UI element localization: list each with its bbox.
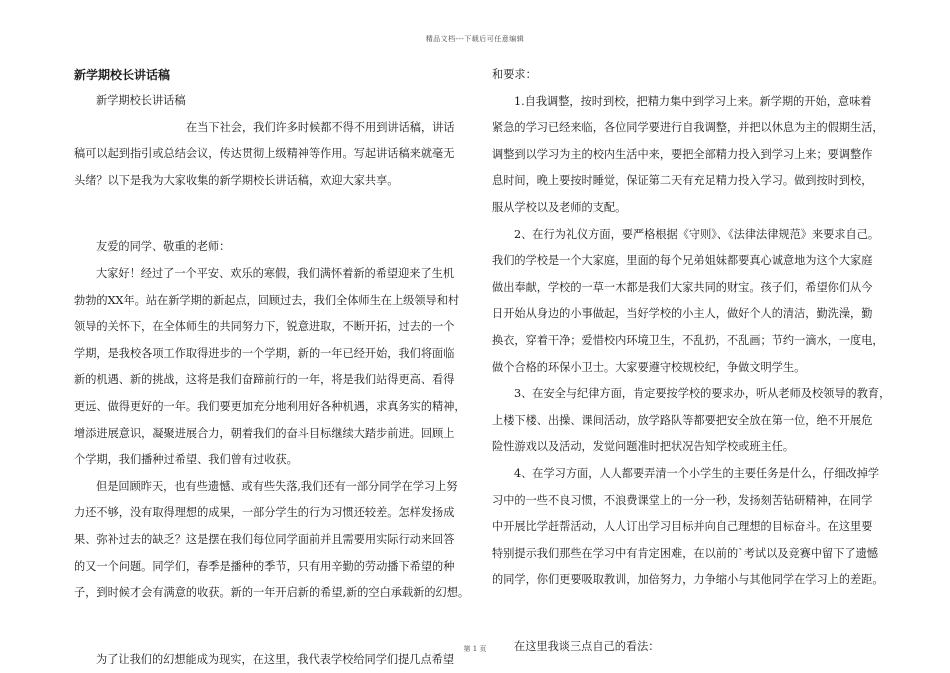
para1-line: 个学期，我们播种过希望、我们曾有过收获。 <box>74 453 298 467</box>
left-column <box>74 62 469 673</box>
item2-line: 日开始从身边的小事做起，当好学校的小主人，做好个人的清洁，勤洗澡，勤 <box>492 307 873 321</box>
item2-line: 换衣，穿着干净；爱惜校内环境卫生，不乱扔，不乱画；节约一滴水，一度电， <box>492 333 884 347</box>
item4-line: 习中的一些不良习惯，不浪费课堂上的一分一秒，发扬刻苦钻研精神，在同学 <box>492 493 873 507</box>
para1-line: 新的机遇、新的挑战，这将是我们奋蹄前行的一年，将是我们站得更高、看得 <box>74 373 455 387</box>
item4-line: 中开展比学赶帮活动，人人订出学习目标并向自己理想的目标奋斗。在这里要 <box>492 520 873 534</box>
right-column <box>492 62 891 660</box>
para1-line: 学期，是我校各项工作取得进步的一个学期，新的一年已经开始，我们将面临 <box>74 346 455 360</box>
continuation-line: 和要求： <box>492 68 537 81</box>
para1-line: 领导的关怀下，在全体师生的共同努力下，锐意进取，不断开拓，过去的一个 <box>74 320 455 334</box>
item1-line: 1.自我调整，按时到校，把精力集中到学习上来。新学期的开始，意味着 <box>514 94 872 108</box>
subtitle: 新学期校长讲话稿 <box>96 94 186 107</box>
item2-line: 我们的学校是一个大家庭，里面的每个兄弟姐妹都要真心诚意地为这个大家庭 <box>492 254 873 268</box>
para1-line: 更远、做得更好的一年。我们要更加充分地利用好各种机遇，求真务实的精神， <box>74 399 466 413</box>
closing-line: 在这里我谈三点自己的看法： <box>514 639 660 653</box>
item4-line: 4、在学习方面，人人都要弄清一个小学生的主要任务是什么，仔细改掉学 <box>514 466 880 480</box>
para2-line: 子，到时候才会有满意的收获。新的一年开启新的希望,新的空白承载新的幻想。 <box>74 586 470 600</box>
item2-line: 做个合格的环保小卫士。大家要遵守校规校纪，争做文明学生。 <box>492 360 806 374</box>
para2-line: 力还不够，没有取得理想的成果，一部分学生的行为习惯还较差。怎样发扬成 <box>74 506 455 520</box>
para1-line: 大家好！经过了一个平安、欢乐的寒假，我们满怀着新的希望迎来了生机 <box>96 266 455 280</box>
para1-line: 勃勃的XX年。站在新学期的新起点，回顾过去，我们全体师生在上级领导和村 <box>74 293 460 307</box>
intro-line: 在当下社会，我们许多时候都不得不用到讲话稿，讲话 <box>186 120 455 134</box>
para2-line: 的又一个问题。同学们，春季是播种的季节，只有用辛勤的劳动播下希望的种 <box>74 559 455 573</box>
greeting: 友爱的同学、敬重的老师： <box>96 240 231 254</box>
page-header: 精品文档---下载后可任意编辑 <box>425 35 525 43</box>
item4-line: 的同学，你们更要吸取教训，加倍努力，力争缩小与其他同学在学习上的差距。 <box>492 573 884 587</box>
item1-line: 紧急的学习已经来临，各位同学要进行自我调整，并把以休息为主的假期生活， <box>492 121 884 135</box>
item3-line: 险性游戏以及活动，发觉问题准时把状况告知学校或班主任。 <box>492 440 795 454</box>
item1-line: 息时间，晚上要按时睡觉，保证第二天有充足精力投入学习。做到按时到校， <box>492 174 873 188</box>
item3-line: 上楼下楼、出操、课间活动，放学路队等都要把安全放在第一位，绝不开展危 <box>492 413 873 427</box>
item2-line: 做出奉献，学校的一草一木都是我们大家共同的财宝。孩子们，希望你们从今 <box>492 280 873 294</box>
para1-line: 增添进展意识，凝聚进展合力，朝着我们的奋斗目标继续大踏步前进。回顾上 <box>74 426 455 440</box>
page-number: 第 1 页 <box>463 645 487 653</box>
item1-line: 调整到以学习为主的校内生活中来，要把全部精力投入到学习上来；要调整作 <box>492 147 873 161</box>
item1-line: 服从学校以及老师的支配。 <box>492 200 627 214</box>
document-title: 新学期校长讲话稿 <box>74 68 171 82</box>
item4-line: 特别提示我们那些在学习中有肯定困难，在以前的`考试以及竞赛中留下了遗憾 <box>492 546 878 560</box>
item2-line: 2、在行为礼仪方面，要严格根据《守则》、《法律法律规范》来要求自己。 <box>514 227 880 241</box>
para2-line: 但是回顾昨天，也有些遗憾、或有些失落,我们还有一部分同学在学习上努 <box>96 479 458 493</box>
para2-line: 果、弥补过去的缺乏？这是摆在我们每位同学面前并且需要用实际行动来回答 <box>74 532 455 546</box>
intro-line: 稿可以起到指引或总结会议，传达贯彻上级精神等作用。写起讲话稿来就毫无 <box>74 147 455 161</box>
intro-line: 头绪？以下是我为大家收集的新学期校长讲话稿，欢迎大家共享。 <box>74 173 399 187</box>
item3-line: 3、在安全与纪律方面，肯定要按学校的要求办，听从老师及校领导的教育， <box>514 387 891 401</box>
para3-line: 为了让我们的幻想能成为现实，在这里，我代表学校给同学们提几点希望 <box>96 652 455 666</box>
